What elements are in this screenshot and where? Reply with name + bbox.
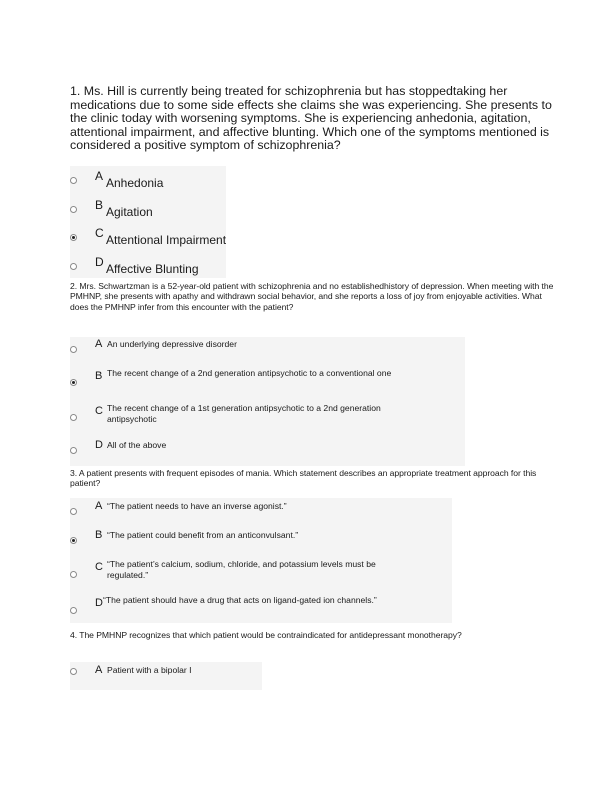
option-label: “The patient could benefit from an anticonvulsant.” [107,530,299,540]
q4-option-a[interactable] [70,664,255,690]
option-label: Agitation [106,205,153,219]
option-label: The recent change of a 2nd generation antipsychotic to a conventional one [107,368,392,378]
radio-button-selected[interactable] [70,379,77,386]
q3-option-d[interactable] [70,594,440,620]
q3-option-c[interactable] [70,558,440,584]
q2-option-c[interactable] [70,402,450,428]
option-label: Anhedonia [106,176,164,190]
question-4-text: 4. The PMHNP recognizes that which patient would be contraindicated for antidepressant monotherapy? [70,630,462,640]
option-letter: D [95,597,103,609]
option-letter: B [95,529,103,541]
option-letter: B [95,198,104,212]
option-label: An underlying depressive disorder [107,339,237,349]
question-2-text: 2. Mrs. Schwartzman is a 52-year-old patient with schizophrenia and no establishedhistory of depression. When meeting with the PMHNP, she presents with apathy and withdrawn social behavior, and she reports a loss of joy from enjoyable activities. What does the PMHNP infer from this encounter with the patient? [70,281,554,312]
radio-button[interactable] [70,571,77,578]
q1-option-a[interactable] [70,169,220,195]
q2-option-d[interactable] [70,439,450,465]
option-letter: D [95,255,104,269]
option-letter: C [95,226,104,240]
option-letter: C [95,561,103,573]
option-letter: A [95,338,103,350]
option-letter: B [95,370,103,382]
radio-button[interactable] [70,263,77,270]
option-label: All of the above [107,440,167,450]
q3-option-b[interactable] [70,529,440,555]
radio-button[interactable] [70,177,77,184]
radio-button[interactable] [70,508,77,515]
radio-button-selected[interactable] [70,537,77,544]
q1-option-b[interactable] [70,198,220,224]
q2-option-b[interactable] [70,367,450,393]
radio-button[interactable] [70,414,77,421]
option-label: “The patient should have a drug that acts on ligand-gated ion channels.” [103,595,377,605]
option-letter: A [95,664,103,676]
q1-option-d[interactable] [70,255,220,281]
q2-option-a[interactable] [70,338,450,364]
option-label: Affective Blunting [106,262,199,276]
radio-button[interactable] [70,346,77,353]
option-label: Attentional Impairment [106,233,227,247]
option-label: Patient with a bipolar I [107,665,192,675]
option-label: “The patient’s calcium, sodium, chloride, and potassium levels must be regulated.” [107,559,376,580]
option-letter: A [95,500,103,512]
radio-button[interactable] [70,668,77,675]
question-1-text: 1. Ms. Hill is currently being treated for schizophrenia but has stoppedtaking her medications due to some side effects she claims she was experiencing. She presents to the clinic today with worsening symptoms. She is experiencing anhedonia, agitation, attentional impairment, and affective blunting. Which one of the symptoms mentioned is considered a positive symptom of schizophrenia? [70,84,552,153]
option-label: The recent change of a 1st generation antipsychotic to a 2nd generation antipsychotic [107,403,381,424]
option-letter: D [95,439,103,451]
radio-button[interactable] [70,206,77,213]
radio-button[interactable] [70,447,77,454]
q1-option-c[interactable] [70,226,227,252]
option-letter: A [95,169,104,183]
radio-button-selected[interactable] [70,234,77,241]
radio-button[interactable] [70,607,77,614]
option-label: “The patient needs to have an inverse agonist.” [107,501,287,511]
question-3-text: 3. A patient presents with frequent episodes of mania. Which statement describes an appropriate treatment approach for this patient? [70,468,537,489]
option-letter: C [95,405,103,417]
q3-option-a[interactable] [70,500,440,526]
